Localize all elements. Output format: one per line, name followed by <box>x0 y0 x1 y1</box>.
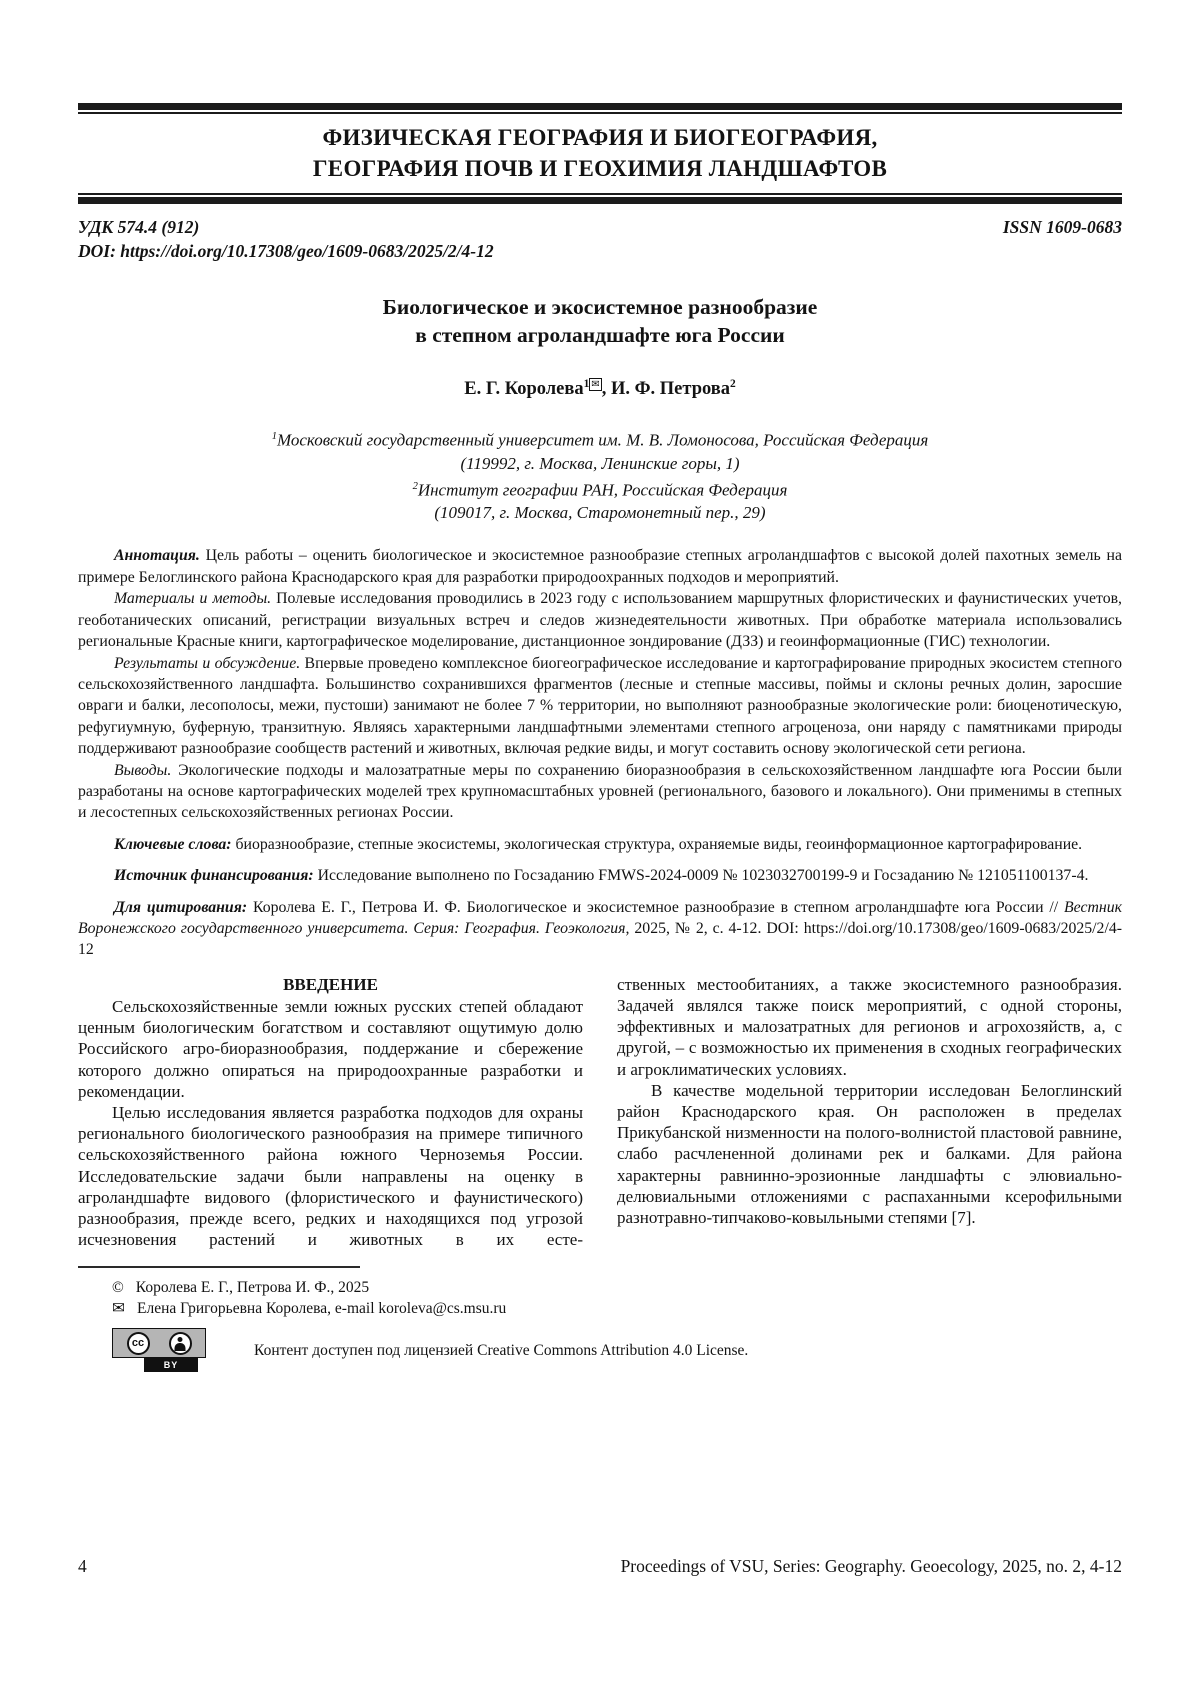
article-title <box>78 293 1122 349</box>
author-1-sup: 1 <box>583 378 590 390</box>
banner-rule-top-thick <box>78 103 1122 110</box>
citation-journal-name: Вестник Воронежского государственного университета. Серия: География. Геоэкология, <box>78 898 1122 937</box>
udc-code: УДК 574.4 (912) <box>78 217 200 237</box>
author-2-sup: 2 <box>730 378 736 390</box>
author-2: И. Ф. Петрова <box>611 379 731 400</box>
intro-right-paragraph-1: ственных местообитаниях, а также экосистемного разнообразия. Задачей являлся также поиск мероприятий, с одной стороны, эффективных и малозатратных для регионов и агрохозяйств, а, с другой, – с возможностью их применения в сходных географических и агроклиматических условиях. <box>617 974 1122 1079</box>
abstract-results-label: Результаты и обсуждение. <box>114 654 301 672</box>
abstract-annotation-text: Цель работы – оценить биологическое и экосистемное разнообразие степных агроландшафтов с высокой долей пахотных земель на примере Белоглинского района Краснодарского края для разработки природоохранных подходов и мероприятий. <box>78 547 1122 586</box>
citation-text-after: 2025, № 2, с. 4-12. DOI: https://doi.org/10.17308/geo/1609-0683/2025/2/4-12 <box>78 919 1122 959</box>
corresponding-author-envelope-icon: ✉ <box>591 379 600 390</box>
copyright-symbol: © <box>112 1279 124 1297</box>
section-title-line1: ФИЗИЧЕСКАЯ ГЕОГРАФИЯ И БИОГЕОГРАФИЯ, <box>322 125 878 150</box>
affiliation-line-3: $^2$Институт географии РАН, Российская Федерация <box>412 480 788 500</box>
cc-by-label: BY <box>144 1358 198 1372</box>
abstract-results <box>78 653 1122 760</box>
section-title-line2: ГЕОГРАФИЯ ПОЧВ И ГЕОХИМИЯ ЛАНДШАФТОВ <box>312 156 888 181</box>
affiliation-line-1: $^1$Московский государственный университет им. М. В. Ломоносова, Российская Федерация <box>271 430 929 450</box>
cc-by-badge-top <box>112 1328 206 1358</box>
page-content <box>0 103 1200 1372</box>
abstract-block <box>78 545 1122 960</box>
abstract-methods <box>78 588 1122 652</box>
funding-text: Исследование выполнено по Госзаданию FMWS-2024-0009 № 1023032700199-9 и Госзаданию № 121051100137-4. <box>317 867 1089 885</box>
authors-separator: , <box>601 379 612 400</box>
authors-line <box>78 378 1122 400</box>
corresponding-email-line <box>78 1298 1122 1319</box>
funding-label: Источник финансирования: <box>114 867 314 885</box>
section-title <box>78 114 1122 193</box>
doi-line: DOI: https://doi.org/10.17308/geo/1609-0683/2025/2/4-12 <box>78 241 494 261</box>
footnote-rule <box>78 1266 360 1268</box>
abstract-conclusions-text: Экологические подходы и малозатратные меры по сохранению биоразнообразия в сельскохозяйственном ландшафте юга России были разработаны на основе картографических моделей трех крупномасштабных уровней (регионального, базового и локального). Они применимы в степных и лесостепных сельскохозяйственных регионах России. <box>78 761 1122 822</box>
abstract-conclusions <box>78 760 1122 824</box>
abstract-conclusions-label: Выводы. <box>114 761 172 779</box>
envelope-icon: ✉ <box>112 1299 125 1318</box>
affiliations <box>78 425 1122 524</box>
keywords-label: Ключевые слова: <box>114 835 232 853</box>
right-column <box>617 974 1122 1251</box>
copyright-text: Королева Е. Г., Петрова И. Ф., 2025 <box>135 1279 370 1297</box>
license-text: Контент доступен под лицензией Creative Commons Attribution 4.0 License. <box>254 1341 749 1359</box>
abstract-annotation-label: Аннотация. <box>114 547 200 565</box>
keywords-block <box>78 834 1122 855</box>
journal-reference: Proceedings of VSU, Series: Geography. Geoecology, 2025, no. 2, 4-12 <box>620 1556 1122 1576</box>
author-1: Е. Г. Королева <box>464 379 584 400</box>
corresponding-email-text: Елена Григорьевна Королева, e-mail koroleva@cs.msu.ru <box>137 1300 507 1318</box>
page-footer <box>78 1556 1122 1577</box>
footnote-block <box>78 1266 1122 1372</box>
affiliation-line-2: (119992, г. Москва, Ленинские горы, 1) <box>460 453 740 473</box>
intro-left-paragraph-2: Целью исследования является разработка подходов для охраны регионального биологического разнообразия на примере типичного сельскохозяйственного района южного Черноземья России. Исследовательские задачи были направлены на оценку в агроландшафте видового (флористического и фаунистического) разнообразия, прежде всего, редких и находящихся под угрозой исчезновения растений и животных в их есте- <box>78 1103 583 1250</box>
cc-by-badge <box>112 1328 206 1372</box>
keywords-text: биоразнообразие, степные экосистемы, экологическая структура, охраняемые виды, геоинформационное картографирование. <box>235 835 1083 853</box>
article-title-line2: в степном агроландшафте юга России <box>415 323 785 347</box>
section-banner <box>78 103 1122 204</box>
article-title-line1: Биологическое и экосистемное разнообразие <box>382 295 818 319</box>
introduction-heading: ВВЕДЕНИЕ <box>283 974 378 994</box>
cc-icon: cc <box>127 1332 150 1355</box>
copyright-line <box>78 1277 1122 1298</box>
attribution-person-icon <box>169 1332 192 1355</box>
abstract-results-text: Впервые проведено комплексное биогеографическое исследование и картографирование природных экосистем степного сельскохозяйственного ландшафта. Большинство сохранившихся фрагментов (лесные и степные массивы, поймы и склоны речных долин, заросшие овраги и балки, лесополосы, межи, пустоши) занимают не более 7 % территории, но выполняют разнообразные экологические роли: биоценотическую, рефугиумную, буферную, транзитную. Являясь характерными ландшафтными элементами степного агроценоза, они наряду с памятниками природы поддерживают разнообразие сообществ растений и животных, включая редкие виды, и могут составить основу экологической сети региона. <box>78 654 1123 758</box>
citation-text-before: Королева Е. Г., Петрова И. Ф. Биологическое и экосистемное разнообразие в степном агроландшафте юга России // <box>252 898 1059 916</box>
issn-code: ISSN 1609-0683 <box>1002 217 1122 237</box>
abstract-methods-label: Материалы и методы. <box>114 590 272 608</box>
banner-rule-bottom-thick <box>78 197 1122 204</box>
intro-right-paragraph-2: В качестве модельной территории исследован Белоглинский район Краснодарского края. Он расположен в пределах Прикубанской низменности на полого-волнистой пластовой равнине, слабо расчлененной долинами рек и балками. Для района характерны равнинно-эрозионные ландшафты с элювиально-делювиальными отложениями с распаханными ксерофильными разнотравно-типчаково-ковыльными степями [7]. <box>617 1080 1122 1228</box>
funding-block <box>78 865 1122 886</box>
introduction-columns <box>78 974 1122 1251</box>
citation-label: Для цитирования: <box>114 898 248 916</box>
intro-left-paragraph-1: Сельскохозяйственные земли южных русских степей обладают ценным биологическим богатством и составляют ощутимую долю Российского агро-биоразнообразия, поддержание и сбережение которого должно опираться на природоохранные разработки и рекомендации. <box>78 996 583 1101</box>
citation-block <box>78 897 1122 961</box>
left-column <box>78 974 583 1251</box>
abstract-methods-text: Полевые исследования проводились в 2023 году с использованием маршрутных флористических и фаунистических учетов, геоботанических описаний, регистрации визуальных встреч и следов жизнедеятельности животных. При обработке материала использовались региональные Красные книги, картографическое моделирование, дистанционное зондирование (ДЗЗ) и геоинформационные (ГИС) технологии. <box>78 590 1123 651</box>
affiliation-line-4: (109017, г. Москва, Старомонетный пер., 29) <box>434 503 766 523</box>
meta-row <box>78 215 1122 239</box>
abstract-annotation <box>78 545 1122 588</box>
page-number: 4 <box>78 1556 87 1576</box>
license-row <box>78 1328 1122 1372</box>
